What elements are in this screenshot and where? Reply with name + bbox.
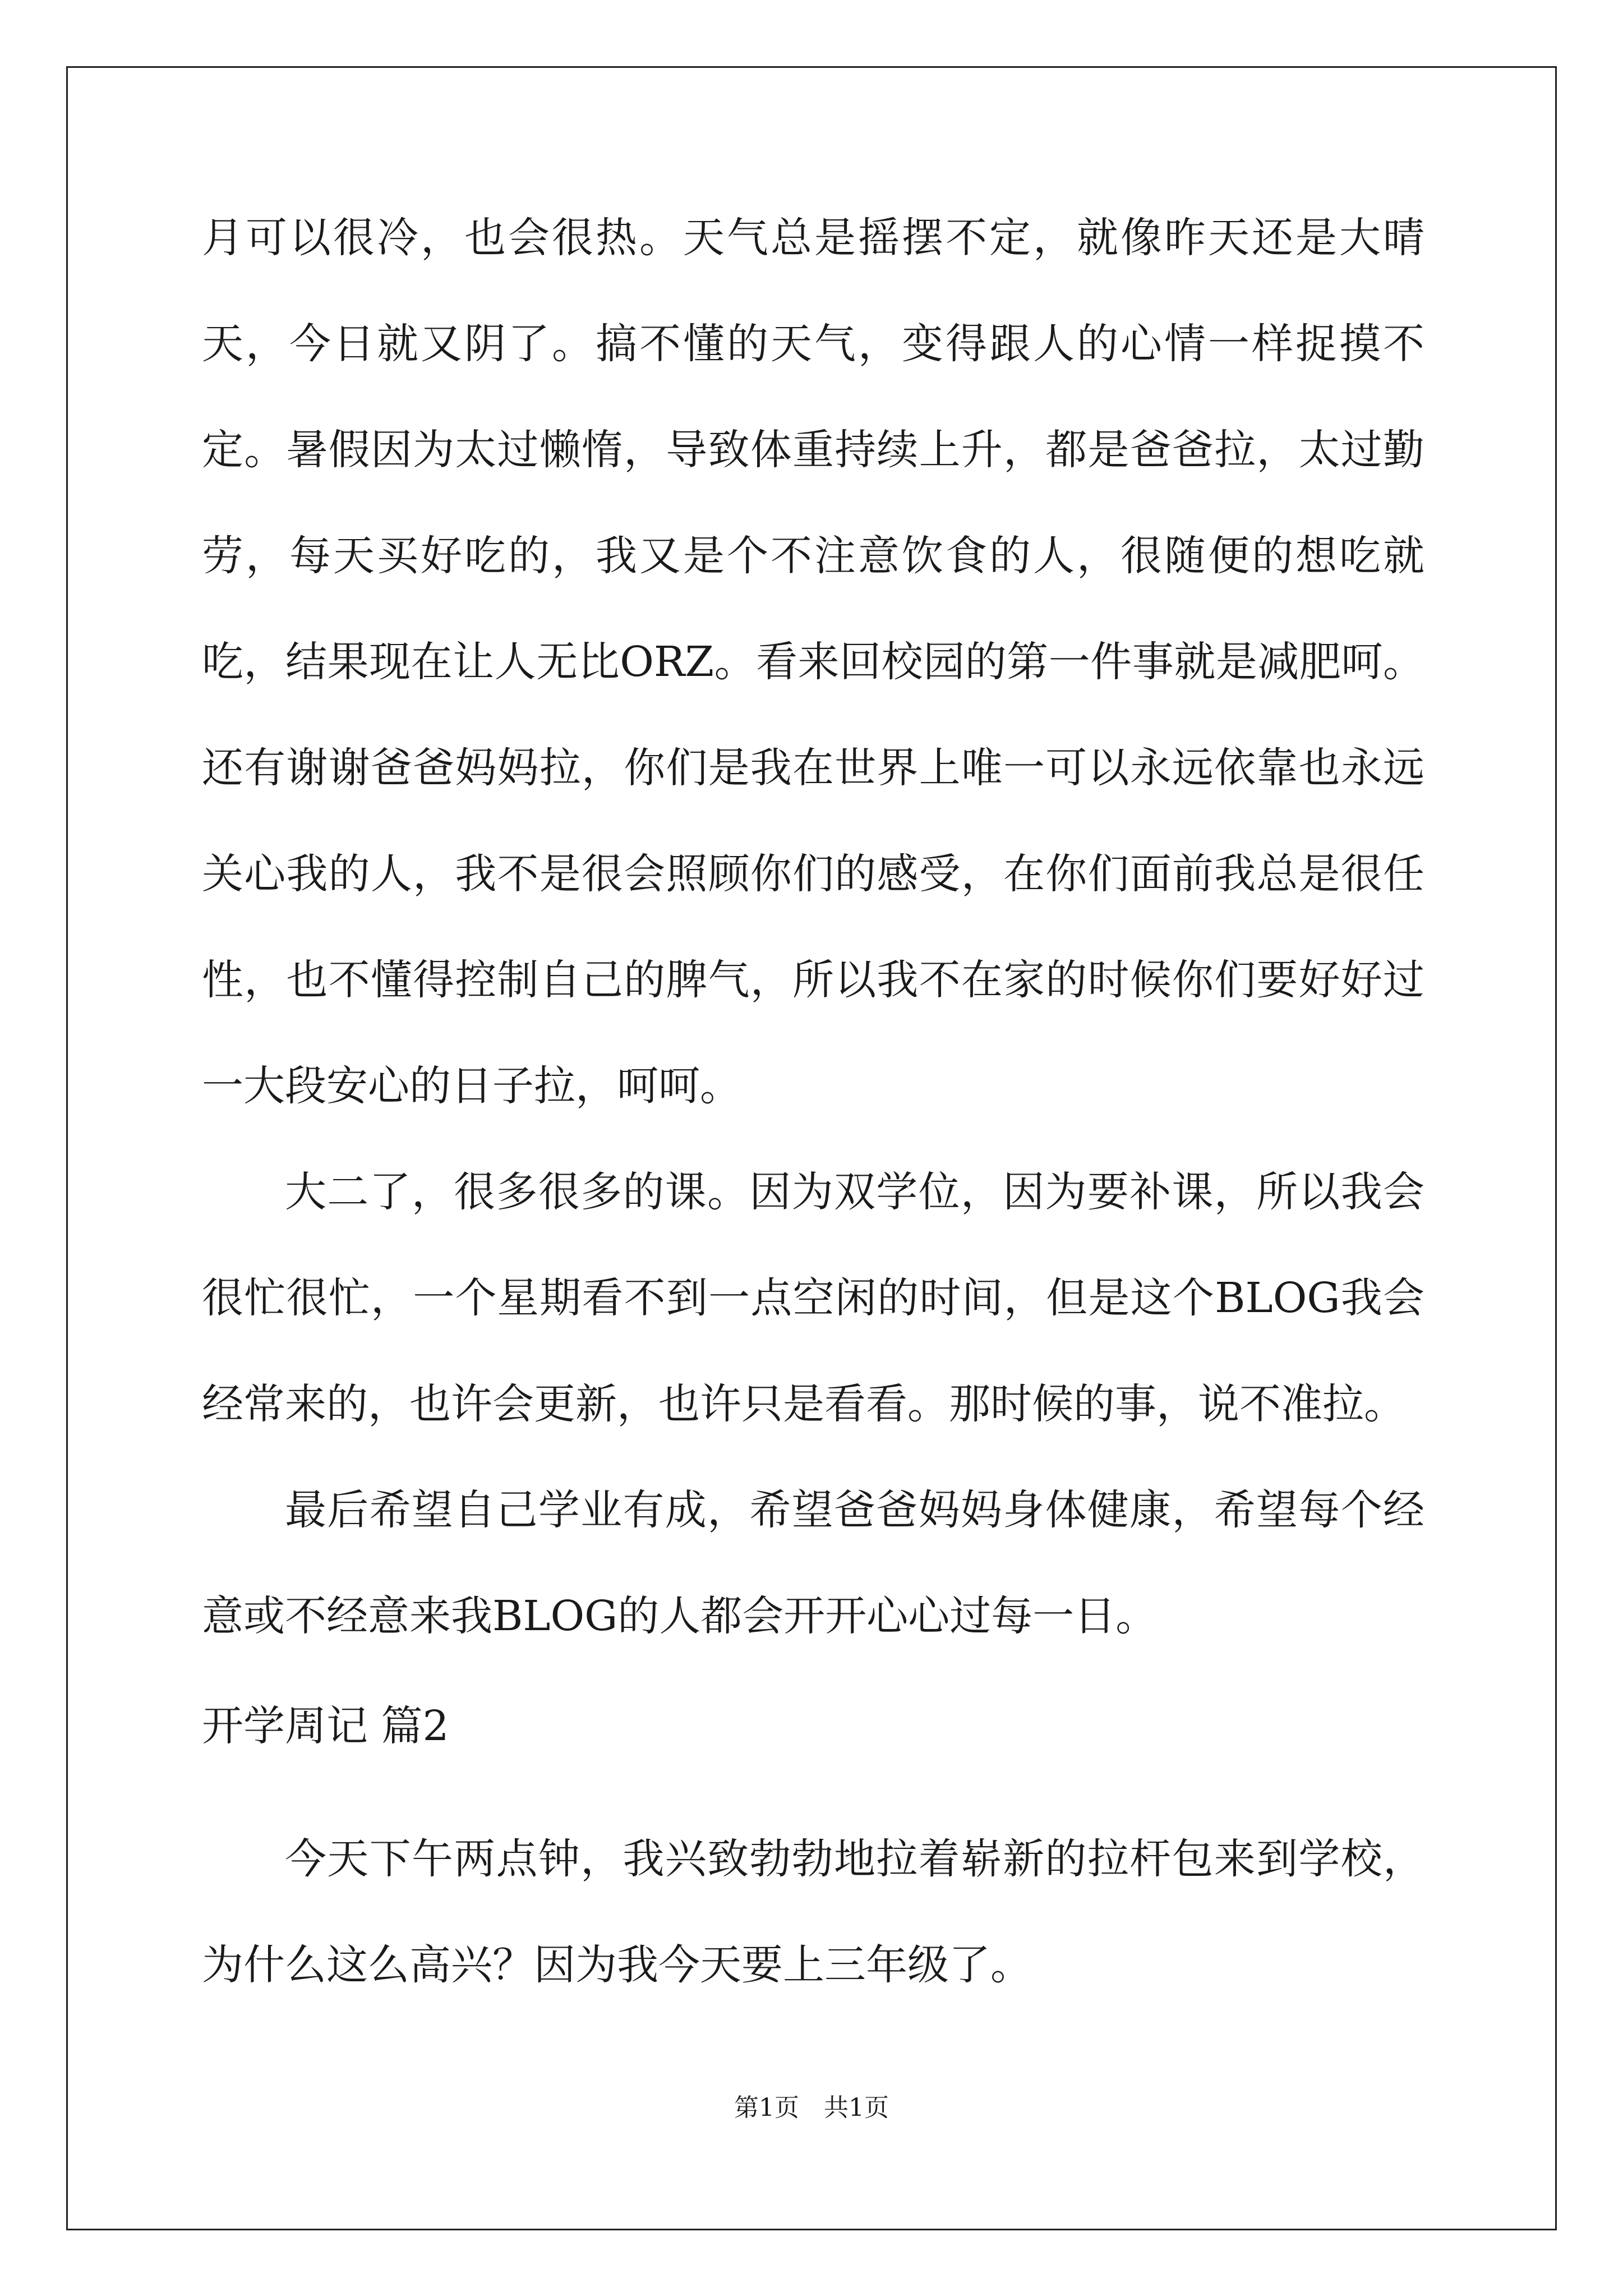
document-body (202, 185, 1424, 1669)
page-footer: 第1页 共1页 (734, 2093, 889, 2122)
section-heading: 开学周记 篇2 (202, 1702, 449, 1750)
section-body (202, 1806, 1424, 2018)
paragraph: 今天下午两点钟，我兴致勃勃地拉着崭新的拉杆包来到学校，为什么这么高兴？因为我今天要上三年级了。 (202, 1835, 1424, 1989)
paragraph-continued: 月可以很冷，也会很热。天气总是摇摆不定，就像昨天还是大晴天，今日就又阴了。搞不懂的天气，变得跟人的心情一样捉摸不定。暑假因为太过懒惰，导致体重持续上升，都是爸爸拉，太过勤劳，每天买好吃的，我又是个不注意饮食的人，很随便的想吃就吃，结果现在让人无比ORZ。看来回校园的第一件事就是减肥呵。还有谢谢爸爸妈妈拉，你们是我在世界上唯一可以永远依靠也永远关心我的人，我不是很会照顾你们的感受，在你们面前我总是很任性，也不懂得控制自己的脾气，所以我不在家的时候你们要好好过一大段安心的日子拉，呵呵。 (202, 214, 1424, 1110)
paragraph: 最后希望自己学业有成，希望爸爸妈妈身体健康，希望每个经意或不经意来我BLOG的人都会开开心心过每一日。 (202, 1486, 1424, 1640)
paragraph: 大二了，很多很多的课。因为双学位，因为要补课，所以我会很忙很忙，一个星期看不到一点空闲的时间，但是这个BLOG我会经常来的，也许会更新，也许只是看看。那时候的事，说不准拉。 (202, 1168, 1424, 1428)
